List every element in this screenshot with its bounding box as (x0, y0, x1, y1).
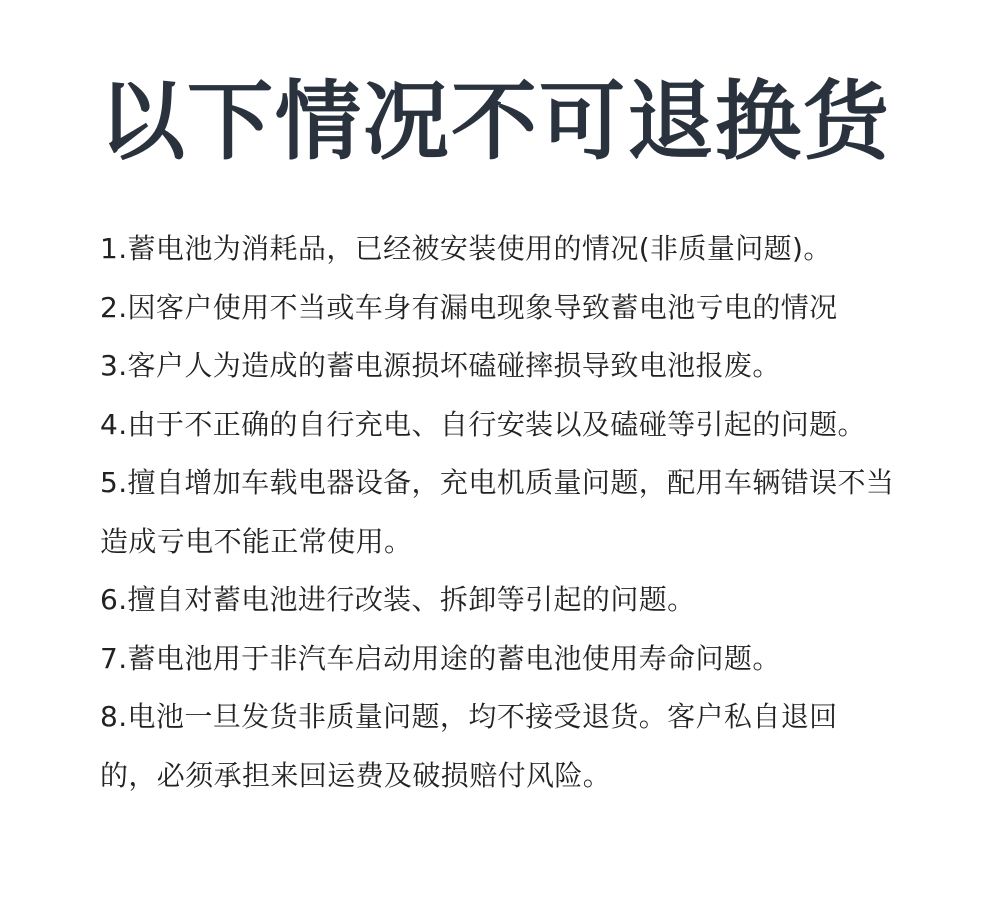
rule-5-line-1: 5.擅自增加车载电器设备，充电机质量问题，配用车辆错误不当 (100, 466, 895, 499)
rule-6-line: 6.擅自对蓄电池进行改装、拆卸等引起的问题。 (100, 583, 696, 616)
rule-8-line-1: 8.电池一旦发货非质量问题，均不接受退货。客户私自退回 (100, 700, 838, 733)
rule-3-line: 3.客户人为造成的蓄电源损坏磕碰摔损导致电池报废。 (100, 349, 781, 382)
rule-8-line-2: 的，必须承担来回运费及破损赔付风险。 (100, 758, 612, 792)
rule-4-line: 4.由于不正确的自行充电、自行安装以及磕碰等引起的问题。 (100, 407, 866, 441)
rule-7-line: 7.蓄电池用于非汽车启动用途的蓄电池使用寿命问题。 (100, 641, 781, 675)
rule-1-line: 1.蓄电池为消耗品，已经被安装使用的情况(非质量问题)。 (100, 232, 832, 265)
rule-2-line: 2.因客户使用不当或车身有漏电现象导致蓄电池亏电的情况 (100, 290, 838, 324)
page-title: 以下情况不可退换货 (99, 72, 891, 172)
rule-5-line-2: 造成亏电不能正常使用。 (100, 524, 413, 558)
rules-list (100, 220, 940, 805)
